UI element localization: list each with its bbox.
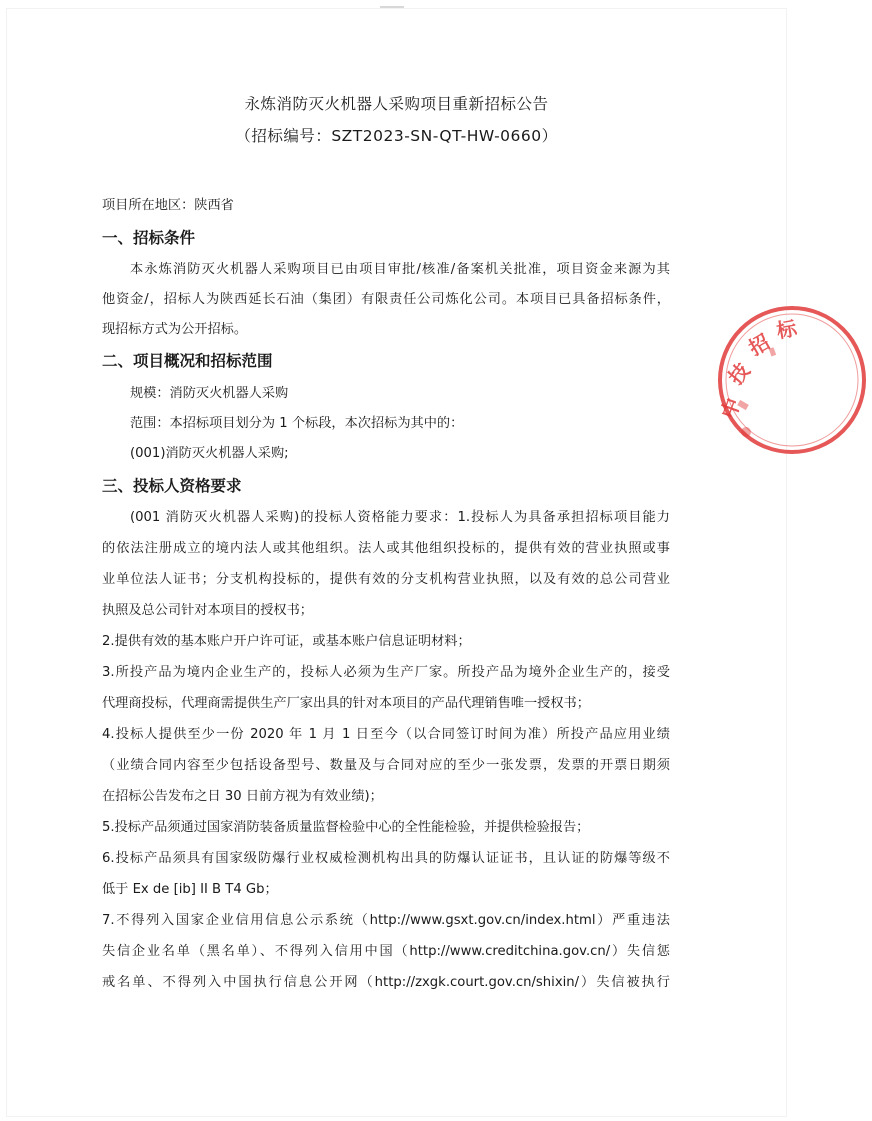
bid-number: （招标编号：SZT2023-SN-QT-HW-0660） — [235, 127, 558, 145]
section-1-line: 他资金/，招标人为陕西延长石油（集团）有限责任公司炼化公司。本项目已具备招标条件， — [102, 292, 670, 307]
project-scale: 规模：消防灭火机器人采购 — [130, 386, 289, 401]
red-seal-stamp — [712, 300, 872, 460]
document-title: 永炼消防灭火机器人采购项目重新招标公告 — [244, 95, 549, 113]
section-3-line: (001 消防灭火机器人采购)的投标人资格能力要求：1.投标人为具备承担招标项目能力 — [130, 510, 670, 525]
section-3-line: 6.投标产品须具有国家级防爆行业权威检测机构出具的防爆认证证书，且认证的防爆等级不 — [102, 851, 670, 866]
project-scope: 范围：本招标项目划分为 1 个标段，本次招标为其中的： — [130, 416, 464, 431]
section-3-line: 低于 Ex de [ib] II B T4 Gb； — [102, 882, 278, 897]
section-3-heading: 三、投标人资格要求 — [102, 477, 242, 495]
section-2-heading: 二、项目概况和招标范围 — [102, 352, 273, 370]
section-3-line: 戒名单、不得列入中国执行信息公开网（http://zxgk.court.gov.cn/shixin/）失信被执行 — [102, 975, 670, 990]
section-3-line: 的依法注册成立的境内法人或其他组织。法人或其他组织投标的，提供有效的营业执照或事 — [102, 541, 670, 556]
section-3-line: 执照及总公司针对本项目的授权书； — [102, 603, 313, 618]
section-3-line: 代理商投标，代理商需提供生产厂家出具的针对本项目的产品代理销售唯一授权书； — [102, 696, 590, 711]
scan-mark — [380, 6, 404, 8]
svg-text:中: 中 — [716, 394, 746, 422]
section-3-line: 失信企业名单（黑名单）、不得列入信用中国（http://www.creditchina.gov.cn/）失信惩 — [102, 944, 670, 959]
section-3-line: 2.提供有效的基本账户开户许可证，或基本账户信息证明材料； — [102, 634, 471, 649]
svg-text:技: 技 — [723, 358, 755, 390]
section-3-line: 5.投标产品须通过国家消防装备质量监督检验中心的全性能检验，并提供检验报告； — [102, 820, 590, 835]
section-1-heading: 一、招标条件 — [102, 229, 196, 247]
section-3-line: 在招标公告发布之日 30 日前方视为有效业绩)； — [102, 789, 383, 804]
section-3-line: 4.投标人提供至少一份 2020 年 1 月 1 日至今（以合同签订时间为准）所投产品应用业绩 — [102, 727, 670, 742]
section-1-line: 现招标方式为公开招标。 — [102, 322, 248, 337]
section-1-line: 本永炼消防灭火机器人采购项目已由项目审批/核准/备案机关批准，项目资金来源为其 — [130, 262, 670, 277]
section-3-line: 7.不得列入国家企业信用信息公示系统（http://www.gsxt.gov.cn/index.html）严重违法 — [102, 913, 670, 928]
project-lot: (001)消防灭火机器人采购; — [130, 446, 289, 461]
section-3-line: 业单位法人证书；分支机构投标的，提供有效的分支机构营业执照，以及有效的总公司营业 — [102, 572, 670, 587]
project-region: 项目所在地区：陕西省 — [102, 198, 234, 213]
svg-text:招: 招 — [744, 329, 774, 361]
section-3-line: 3.所投产品为境内企业生产的，投标人必须为生产厂家。所投产品为境外企业生产的，接受 — [102, 665, 670, 680]
section-3-line: （业绩合同内容至少包括设备型号、数量及与合同对应的至少一张发票，发票的开票日期须 — [102, 758, 670, 773]
svg-text:标: 标 — [774, 315, 799, 343]
